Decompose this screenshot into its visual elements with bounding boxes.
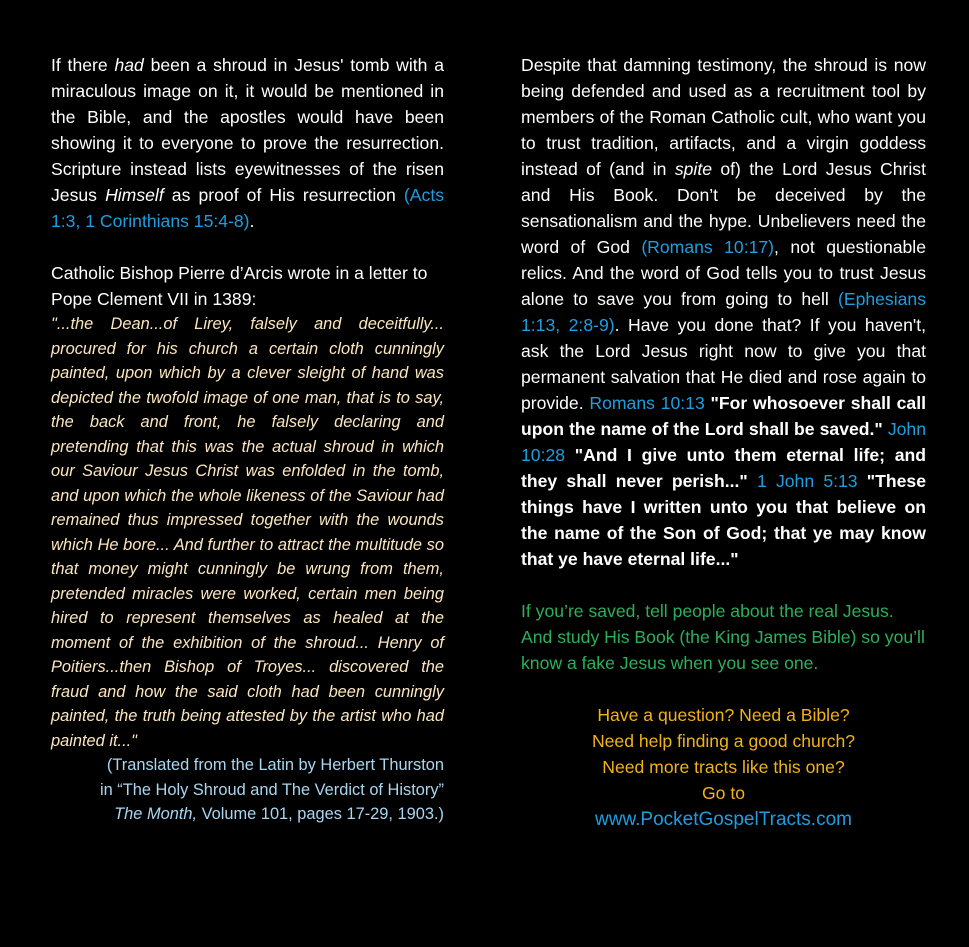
scripture-reference: (Ephesians 1:13, 2:8-9) [521,289,926,335]
text-run: as proof of His resurrection [163,185,404,205]
verse-text: "These things have I written unto you that believe on the name of the Son of God; that ye may know that ye have eternal life..." [521,471,926,569]
text-run: . [249,211,255,231]
quote-attribution [51,753,444,827]
question-line: Have a question? Need a Bible? [597,705,850,725]
text-run: of) the Lord Jesus Christ and His Book. Don’t be deceived by the sensationalism and the hype. Unbelievers need the word of God [521,159,926,257]
website-link[interactable]: www.PocketGospelTracts.com [595,809,852,830]
attribution-line [51,802,444,827]
right-column [521,52,926,834]
verse-text: "And I give unto them eternal life; and they shall never perish..." [521,445,926,491]
main-paragraph [521,52,926,572]
text-run: If there [51,55,115,75]
paragraph-gap [51,234,444,260]
scripture-reference: (Romans 10:17) [641,237,775,257]
bishop-quote: "...the Dean...of Lirey, falsely and deceitfully... procured for his church a certain cloth cunningly painted, upon which by a clever sleight of hand was depicted the twofold image of one man, that is to say, the back and front, he falsely declaring and pretending that this was the actual shroud in which our Saviour Jesus Christ was enfolded in the tomb, and upon which the whole likeness of the Saviour had remained thus impressed together with the wounds which He bore... And further to attract the multitude so that money might cunningly be wrung from them, pretended miracles were worked, certain men being hired to represent themselves as healed at the moment of the exhibition of the shroud... Henry of Poitiers...then Bishop of Troyes... discovered the fraud and how the said cloth had been cunningly painted, the truth being attested by the artist who had painted it..." [51,315,444,750]
intro-paragraph [51,52,444,234]
text-run: . Have you done that? If you haven't, ask the Lord Jesus right now to give you that permanent salvation that He died and rose again to provide. [521,315,926,413]
verse-text: "For whosoever shall call upon the name of the Lord shall be saved." [521,393,926,439]
text-run: , not questionable relics. And the word of God tells you to trust Jesus alone to save you from going to hell [521,237,926,309]
journal-title: The Month, [114,805,198,823]
questions-block [521,702,926,806]
left-column [51,52,444,827]
attribution-line: (Translated from the Latin by Herbert Thurston [106,756,444,774]
text-run: been a shroud in Jesus' tomb with a miraculous image on it, it would be mentioned in the Bible, and the apostles would have been showing it to everyone to prove the resurrection. Scripture instead lists eyewitnesses of the risen Jesus [51,55,444,205]
scripture-reference: 1 John 5:13 [756,471,858,491]
question-line: Go to [701,783,746,803]
emphasis-text: had [114,55,144,75]
scripture-reference: John 10:28 [521,419,926,465]
letter-intro: Catholic Bishop Pierre d’Arcis wrote in a letter to Pope Clement VII in 1389: [51,263,428,309]
attribution-line: in “The Holy Shroud and The Verdict of History” [99,780,444,799]
paragraph-gap [521,572,926,598]
emphasis-text: Himself [105,185,164,205]
emphasis-text: spite [674,159,712,179]
text-run: Volume 101, pages 17-29, 1903.) [197,805,444,823]
question-line: Need more tracts like this one? [602,757,845,777]
paragraph-gap [521,676,926,702]
scripture-reference: Romans 10:13 [589,393,705,413]
scripture-reference: (Acts 1:3, 1 Corinthians 15:4-8) [51,185,444,231]
text-run: Despite that damning testimony, the shroud is now being defended and used as a recruitment tool by members of the Roman Catholic cult, who want you to trust tradition, artifacts, and a virgin goddess instead of (and in [521,55,926,179]
question-line: Need help finding a good church? [591,731,856,751]
saved-exhortation: If you’re saved, tell people about the real Jesus. And study His Book (the King James Bible) so you’ll know a fake Jesus when you see one. [521,601,925,673]
